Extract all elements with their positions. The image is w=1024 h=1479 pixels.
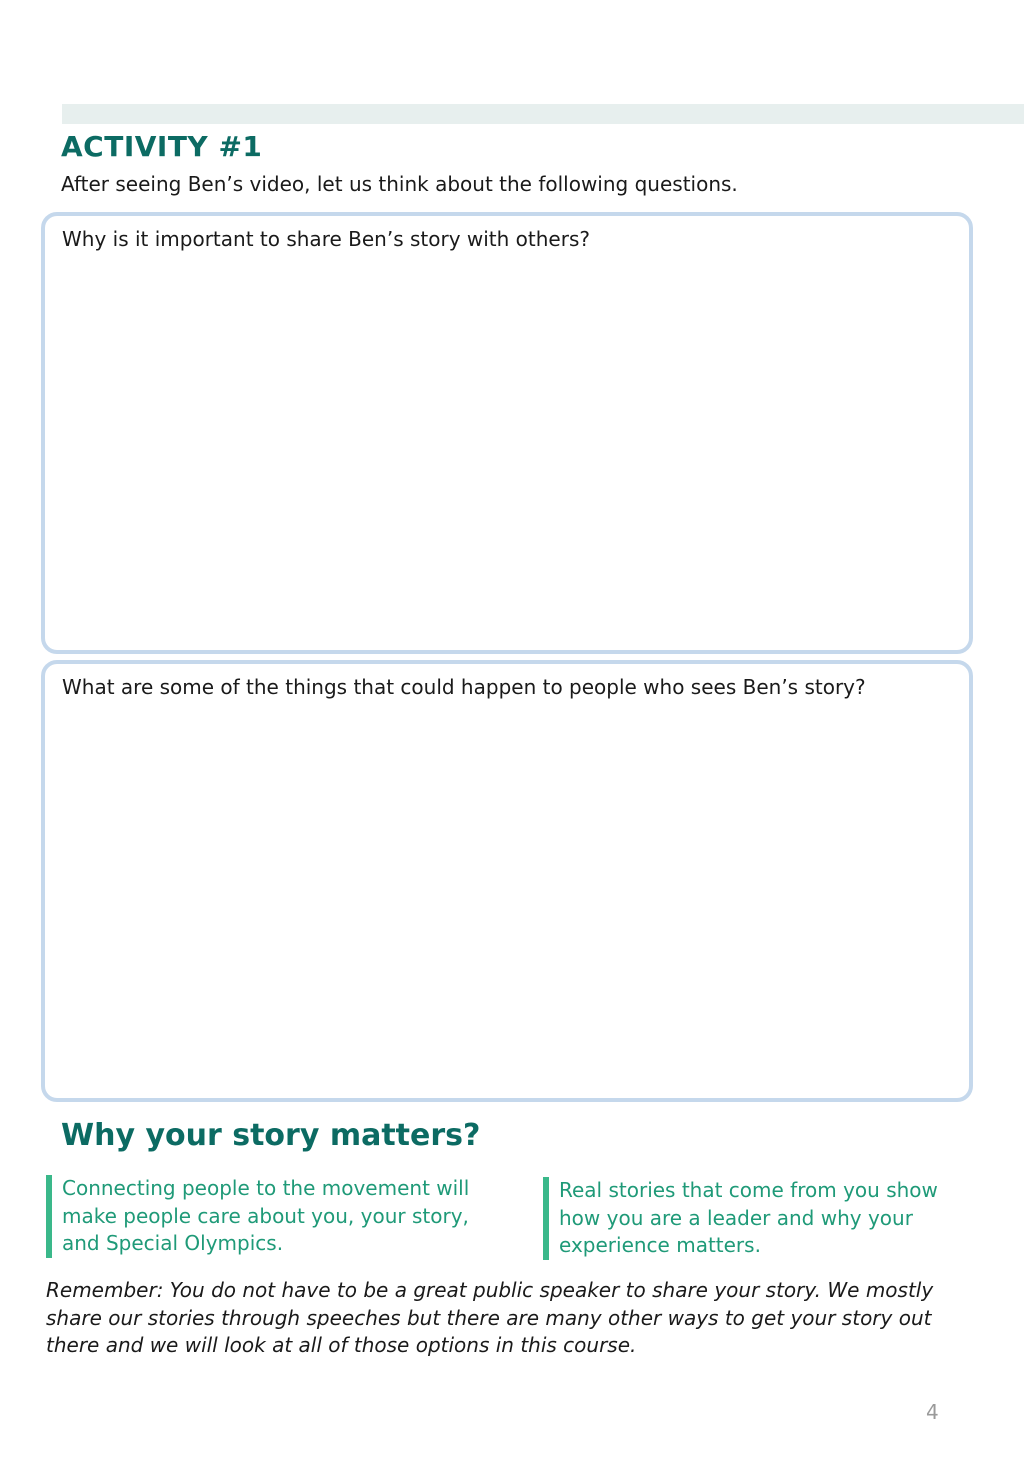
header-band [62, 104, 1024, 124]
question-1: Why is it important to share Ben’s story with others? [62, 227, 590, 251]
activity-title: ACTIVITY #1 [61, 130, 263, 163]
answer-box-1[interactable] [41, 212, 973, 654]
quote-left: Connecting people to the movement will make people care about you, your story, and Special Olympics. [46, 1175, 482, 1258]
section-title: Why your story matters? [61, 1118, 481, 1153]
page-number: 4 [926, 1400, 939, 1424]
answer-box-2[interactable] [41, 660, 973, 1102]
remember-note: Remember: You do not have to be a great public speaker to share your story. We mostly share our stories through speeches but there are many other ways to get your story out there and we will look at all of those options in this course. [46, 1278, 934, 1357]
question-2: What are some of the things that could happen to people who sees Ben’s story? [62, 675, 866, 699]
activity-intro: After seeing Ben’s video, let us think about the following questions. [61, 172, 738, 196]
quote-right: Real stories that come from you show how you are a leader and why your experience matters. [543, 1177, 969, 1260]
